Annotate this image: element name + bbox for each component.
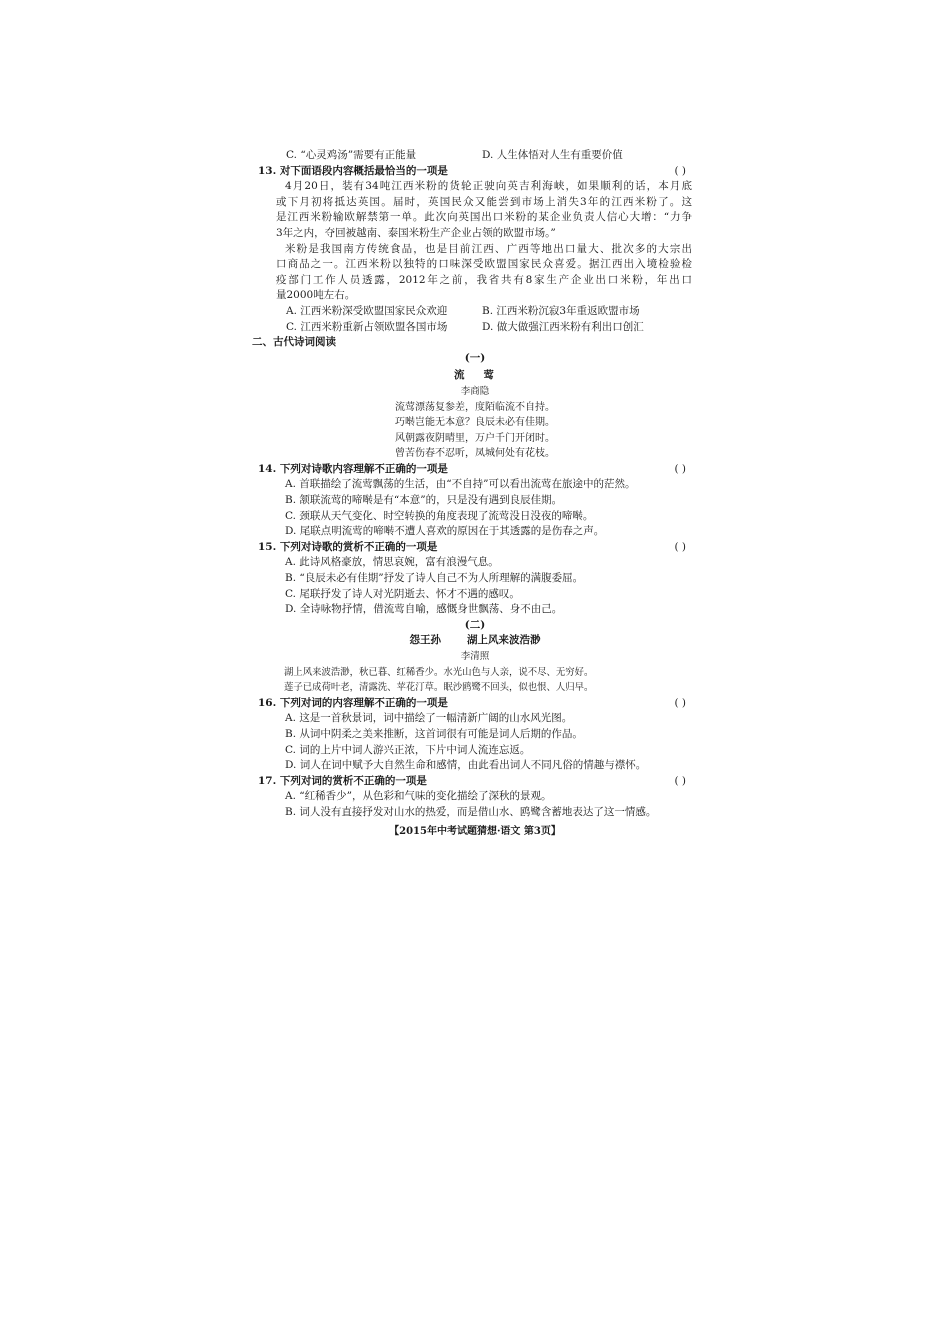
q17-option-b: B. 词人没有直接抒发对山水的热爱，而是借山水、鸥鹭含蓄地表达了这一情感。 <box>285 805 657 818</box>
q16-stem-row <box>258 696 692 712</box>
q13-passage-line: 米粉是我国南方传统食品，也是目前江西、广西等地出口量大、批次多的大宗出 <box>285 242 692 255</box>
section-heading: 二、古代诗词阅读 <box>252 336 336 349</box>
q13-passage-line: 疫部门工作人员透露，2012年之前，我省共有8家生产企业出口米粉，年出口 <box>276 273 692 286</box>
q15-option-d: D. 全诗咏物抒情，借流莺自喻，感慨身世飘荡、身不由己。 <box>285 603 563 616</box>
q12-option-c: C. “心灵鸡汤”需要有正能量 <box>286 149 417 161</box>
q13-passage-line: 口商品之一。江西米粉以独特的口味深受欧盟国家民众喜爱。据江西出入境检验检 <box>276 258 692 271</box>
q16-option-c: C. 词的上片中词人游兴正浓，下片中词人流连忘返。 <box>285 743 531 756</box>
q16-option-b: B. 从词中阴柔之美来推断，这首词很有可能是词人后期的作品。 <box>285 727 583 740</box>
ci-author: 李清照 <box>460 651 490 662</box>
q13-passage-line: 4月20日，装有34吨江西米粉的货轮正驶向英吉利海峡，如果顺利的话，本月底 <box>285 180 692 193</box>
exam-page <box>252 148 692 839</box>
q17-stem-row <box>258 774 692 790</box>
q13-stem: 13. 对下面语段内容概括最恰当的一项是 <box>258 164 448 177</box>
q16-stem: 16. 下列对词的内容理解不正确的一项是 <box>258 696 448 709</box>
q14-option-a: A. 首联描绘了流莺飘荡的生活，由“不自持”可以看出流莺在旅途中的茫然。 <box>285 478 636 491</box>
part-label: (二) <box>464 618 486 631</box>
ci-title-text: 湖上风来波浩渺 <box>467 634 541 647</box>
q15-option-b: B. “良辰未必有佳期”抒发了诗人自己不为人所理解的满腹委屈。 <box>285 572 584 585</box>
q14-option-b: B. 颔联流莺的啼啭是有“本意”的，只是没有遇到良辰佳期。 <box>285 494 563 507</box>
q13-passage-line: 或下月初将抵达英国。届时，英国民众又能尝到市场上消失3年的江西米粉了。这 <box>276 195 692 208</box>
q13-passage-line: 3年之内，夺回被越南、泰国米粉生产企业占领的欧盟市场。” <box>276 226 556 239</box>
q13-answer-blank: ( ) <box>674 164 686 177</box>
q13-option-b: B. 江西米粉沉寂3年重返欧盟市场 <box>482 304 640 317</box>
q13-option-a: A. 江西米粉深受欧盟国家民众欢迎 <box>286 304 448 317</box>
q13-option-c: C. 江西米粉重新占领欧盟各国市场 <box>286 320 448 333</box>
q17-answer-blank: ( ) <box>674 774 686 787</box>
q13-passage-line: 是江西米粉输欧解禁第一单。此次向英国出口米粉的某企业负责人信心大增：“力争 <box>276 211 692 224</box>
q14-answer-blank: ( ) <box>674 462 686 475</box>
q17-option-a: A. “红稀香少”，从色彩和气味的变化描绘了深秋的景观。 <box>285 790 552 803</box>
q15-answer-blank: ( ) <box>674 540 686 553</box>
q17-stem: 17. 下列对词的赏析不正确的一项是 <box>258 774 427 787</box>
q15-option-c: C. 尾联抒发了诗人对光阴逝去、怀才不遇的感叹。 <box>285 587 520 600</box>
q13-options-ab <box>258 304 692 320</box>
q16-answer-blank: ( ) <box>674 696 686 709</box>
q13-passage-line: 量2000吨左右。 <box>276 289 356 302</box>
page-footer: 【2015年中考试题猜想·语文 第3页】 <box>389 825 561 837</box>
q14-stem-row <box>258 462 692 478</box>
part-label: (一) <box>464 351 486 364</box>
poem-line: 风朝露夜阴晴里，万户千门开闭时。 <box>395 432 555 444</box>
ci-tune-name: 怨王孙 <box>409 634 441 647</box>
ci-line: 湖上风来波浩渺，秋已暮、红稀香少。水光山色与人亲，说不尽、无穷好。 <box>284 666 594 678</box>
poem-author: 李商隐 <box>460 385 490 397</box>
q13-option-d: D. 做大做强江西米粉有利出口创汇 <box>482 320 644 333</box>
q13-stem-row <box>258 164 692 180</box>
ci-title <box>258 633 692 649</box>
q15-stem-row <box>258 540 692 556</box>
q14-option-c: C. 颈联从天气变化、时空转换的角度表现了流莺没日没夜的啼啭。 <box>285 509 594 522</box>
q14-option-d: D. 尾联点明流莺的啼啭不遭人喜欢的原因在于其透露的是伤春之声。 <box>285 525 605 538</box>
q16-option-a: A. 这是一首秋景词，词中描绘了一幅清新广阔的山水风光图。 <box>285 712 573 725</box>
q12-option-d: D. 人生体悟对人生有重要价值 <box>482 149 623 161</box>
q13-options-cd <box>258 320 692 336</box>
poem-line: 曾苦伤春不忍听，凤城何处有花枝。 <box>395 448 555 460</box>
poem-line: 流莺漂荡复参差，度陌临流不自持。 <box>395 401 555 413</box>
ci-line: 莲子已成荷叶老，清露洗、苹花汀草。眠沙鸥鹭不回头，似也恨、人归早。 <box>284 682 594 694</box>
q15-option-a: A. 此诗风格豪放，情思哀婉，富有浪漫气息。 <box>285 556 499 569</box>
q14-stem: 14. 下列对诗歌内容理解不正确的一项是 <box>258 462 448 475</box>
q12-options-cd <box>258 148 692 164</box>
poem-title: 流 莺 <box>454 369 496 382</box>
poem-line: 巧啭岂能无本意？良辰未必有佳期。 <box>395 417 555 429</box>
q15-stem: 15. 下列对诗歌的赏析不正确的一项是 <box>258 540 438 553</box>
q16-option-d: D. 词人在词中赋予大自然生命和感情，由此看出词人不同凡俗的情趣与襟怀。 <box>285 759 647 772</box>
